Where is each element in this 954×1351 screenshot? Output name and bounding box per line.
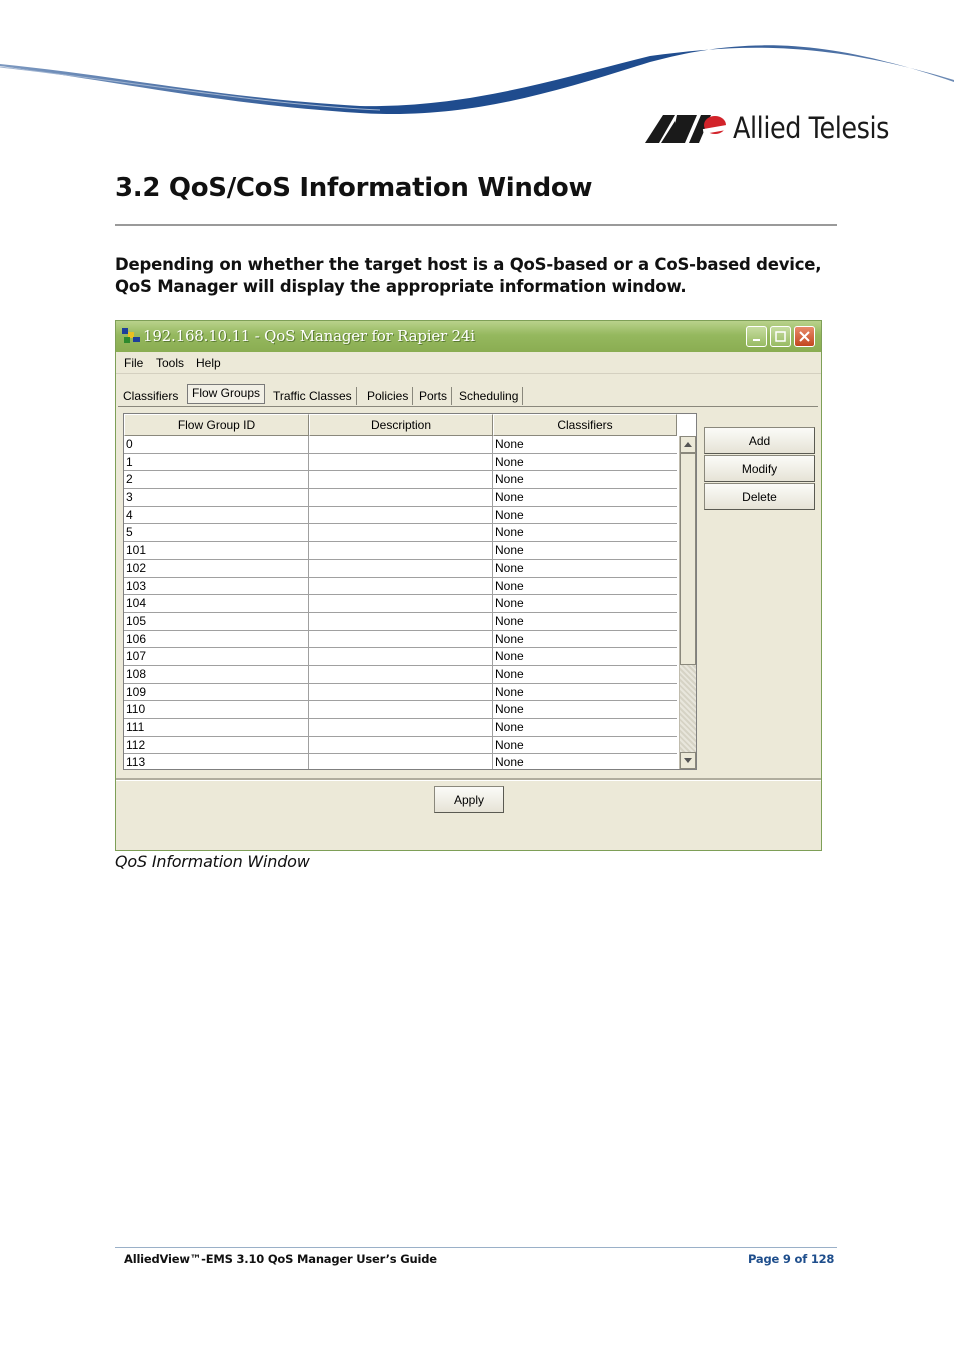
table-row[interactable] bbox=[124, 701, 677, 719]
cell-classifiers: None bbox=[495, 437, 524, 451]
cell-flow-group-id: 105 bbox=[124, 613, 309, 630]
column-header-description[interactable]: Description bbox=[309, 414, 493, 436]
cell-description bbox=[309, 684, 493, 701]
cell-description bbox=[309, 737, 493, 754]
cell-classifiers: None bbox=[495, 720, 524, 734]
scroll-down-button[interactable] bbox=[680, 752, 696, 769]
table-row[interactable] bbox=[124, 436, 677, 454]
table-row[interactable] bbox=[124, 595, 677, 613]
table-body bbox=[124, 436, 677, 770]
tab-scheduling[interactable] bbox=[459, 387, 523, 405]
cell-classifiers: None bbox=[495, 578, 524, 593]
cell-description bbox=[309, 454, 493, 471]
figure-caption: QoS Information Window bbox=[115, 852, 310, 871]
menu-file[interactable]: File bbox=[124, 356, 144, 370]
window-title: 192.168.10.11 - QoS Manager for Rapier 24i bbox=[143, 327, 475, 345]
footer-divider bbox=[115, 1247, 837, 1248]
vertical-scrollbar[interactable] bbox=[679, 436, 696, 769]
cell-classifiers: None bbox=[495, 507, 524, 522]
cell-description bbox=[309, 648, 493, 665]
cell-description bbox=[309, 578, 493, 595]
window-titlebar[interactable] bbox=[116, 321, 821, 352]
cell-flow-group-id: 101 bbox=[124, 542, 309, 559]
table-row[interactable] bbox=[124, 737, 677, 755]
cell-flow-group-id: 4 bbox=[124, 507, 309, 524]
cell-classifiers: None bbox=[495, 702, 524, 717]
cell-flow-group-id: 104 bbox=[124, 595, 309, 612]
intro-paragraph: Depending on whether the target host is a QoS-based or a CoS-based device, QoS Manager will display the appropriate information window. bbox=[115, 255, 822, 296]
cell-classifiers: None bbox=[495, 560, 524, 575]
modify-button[interactable]: Modify bbox=[704, 455, 815, 482]
cell-flow-group-id: 3 bbox=[124, 489, 309, 506]
menu-tools[interactable]: Tools bbox=[156, 356, 185, 370]
tab-ports[interactable] bbox=[419, 387, 452, 405]
table-row[interactable] bbox=[124, 542, 677, 560]
tab-flow-groups[interactable] bbox=[187, 384, 265, 404]
section-title: 3.2 QoS/CoS Information Window bbox=[115, 173, 593, 203]
cell-classifiers: None bbox=[495, 596, 524, 611]
cell-description bbox=[309, 542, 493, 559]
cell-classifiers: None bbox=[495, 613, 524, 628]
table-row[interactable] bbox=[124, 471, 677, 489]
cell-flow-group-id: 2 bbox=[124, 471, 309, 488]
table-row[interactable] bbox=[124, 524, 677, 542]
tab-label: Traffic Classes bbox=[273, 389, 352, 403]
add-button[interactable]: Add bbox=[704, 427, 815, 454]
table-row[interactable] bbox=[124, 613, 677, 631]
cell-flow-group-id: 112 bbox=[124, 737, 309, 754]
title-divider bbox=[115, 224, 837, 226]
tab-policies[interactable] bbox=[367, 387, 413, 405]
cell-flow-group-id: 108 bbox=[124, 666, 309, 683]
cell-classifiers: None bbox=[495, 631, 524, 646]
allied-telesis-logo bbox=[645, 108, 910, 148]
cell-description bbox=[309, 524, 493, 541]
scroll-down-arrow-icon bbox=[684, 758, 692, 763]
cell-description bbox=[309, 560, 493, 577]
delete-button[interactable]: Delete bbox=[704, 483, 815, 510]
cell-flow-group-id: 0 bbox=[124, 436, 309, 453]
cell-description bbox=[309, 631, 493, 648]
cell-description bbox=[309, 666, 493, 683]
table-row[interactable] bbox=[124, 648, 677, 666]
tab-classifiers[interactable] bbox=[123, 387, 182, 405]
footer-document-title: AlliedView™-EMS 3.10 QoS Manager User’s Guide bbox=[124, 1252, 437, 1266]
cell-flow-group-id: 1 bbox=[124, 454, 309, 471]
minimize-button[interactable] bbox=[746, 326, 767, 347]
tab-label: Scheduling bbox=[459, 389, 519, 403]
column-header-flow-group-id[interactable]: Flow Group ID bbox=[124, 414, 309, 436]
cell-flow-group-id: 102 bbox=[124, 560, 309, 577]
menu-help[interactable]: Help bbox=[196, 356, 221, 370]
cell-description bbox=[309, 613, 493, 630]
column-header-classifiers[interactable]: Classifiers bbox=[493, 414, 677, 436]
cell-classifiers: None bbox=[495, 490, 524, 505]
scroll-up-button[interactable] bbox=[680, 436, 696, 453]
cell-classifiers: None bbox=[495, 472, 524, 487]
cell-classifiers: None bbox=[495, 737, 524, 752]
table-row[interactable] bbox=[124, 578, 677, 596]
cell-description bbox=[309, 471, 493, 488]
flow-groups-table bbox=[123, 413, 697, 770]
cell-description bbox=[309, 489, 493, 506]
apply-button[interactable]: Apply bbox=[434, 786, 504, 813]
table-row[interactable] bbox=[124, 719, 677, 737]
table-row[interactable] bbox=[124, 666, 677, 684]
scroll-up-arrow-icon bbox=[684, 442, 692, 447]
table-row[interactable] bbox=[124, 507, 677, 525]
cell-description bbox=[309, 719, 493, 736]
qos-manager-window bbox=[115, 320, 822, 851]
table-row[interactable] bbox=[124, 454, 677, 472]
tab-label: Flow Groups bbox=[192, 386, 261, 400]
cell-flow-group-id: 103 bbox=[124, 578, 309, 595]
minimize-icon bbox=[752, 332, 762, 342]
close-icon bbox=[799, 331, 810, 342]
cell-classifiers: None bbox=[495, 755, 524, 770]
cell-classifiers: None bbox=[495, 454, 524, 469]
scrollbar-thumb[interactable] bbox=[680, 453, 696, 665]
cell-classifiers: None bbox=[495, 684, 524, 699]
cell-description bbox=[309, 754, 493, 770]
window-separator bbox=[116, 778, 821, 781]
cell-flow-group-id: 113 bbox=[124, 754, 309, 770]
tab-traffic-classes[interactable] bbox=[273, 387, 357, 405]
cell-classifiers: None bbox=[495, 525, 524, 540]
tab-label: Ports bbox=[419, 389, 448, 403]
cell-flow-group-id: 110 bbox=[124, 701, 309, 718]
cell-description bbox=[309, 507, 493, 524]
table-row[interactable] bbox=[124, 684, 677, 702]
cell-flow-group-id: 5 bbox=[124, 524, 309, 541]
cell-flow-group-id: 109 bbox=[124, 684, 309, 701]
cell-classifiers: None bbox=[495, 649, 524, 664]
footer-page-number: Page 9 of 128 bbox=[748, 1252, 835, 1266]
cell-description bbox=[309, 595, 493, 612]
tab-divider bbox=[118, 406, 818, 407]
cell-flow-group-id: 106 bbox=[124, 631, 309, 648]
app-icon bbox=[122, 328, 140, 344]
cell-flow-group-id: 107 bbox=[124, 648, 309, 665]
table-row[interactable] bbox=[124, 560, 677, 578]
tab-strip bbox=[116, 381, 821, 407]
cell-classifiers: None bbox=[495, 543, 524, 558]
close-button[interactable] bbox=[794, 326, 815, 347]
maximize-icon bbox=[775, 331, 786, 342]
maximize-button[interactable] bbox=[770, 326, 791, 347]
cell-classifiers: None bbox=[495, 666, 524, 681]
cell-description bbox=[309, 701, 493, 718]
table-row[interactable] bbox=[124, 631, 677, 649]
tab-label: Classifiers bbox=[123, 389, 179, 403]
cell-flow-group-id: 111 bbox=[124, 719, 309, 736]
table-header bbox=[124, 414, 677, 436]
menu-bar bbox=[116, 352, 821, 374]
cell-description bbox=[309, 436, 493, 453]
logo-wordmark: Allied Telesis bbox=[733, 111, 890, 145]
tab-label: Policies bbox=[367, 389, 409, 403]
table-row[interactable] bbox=[124, 754, 677, 770]
allied-telesis-logo-mark-icon bbox=[645, 113, 727, 143]
table-row[interactable] bbox=[124, 489, 677, 507]
